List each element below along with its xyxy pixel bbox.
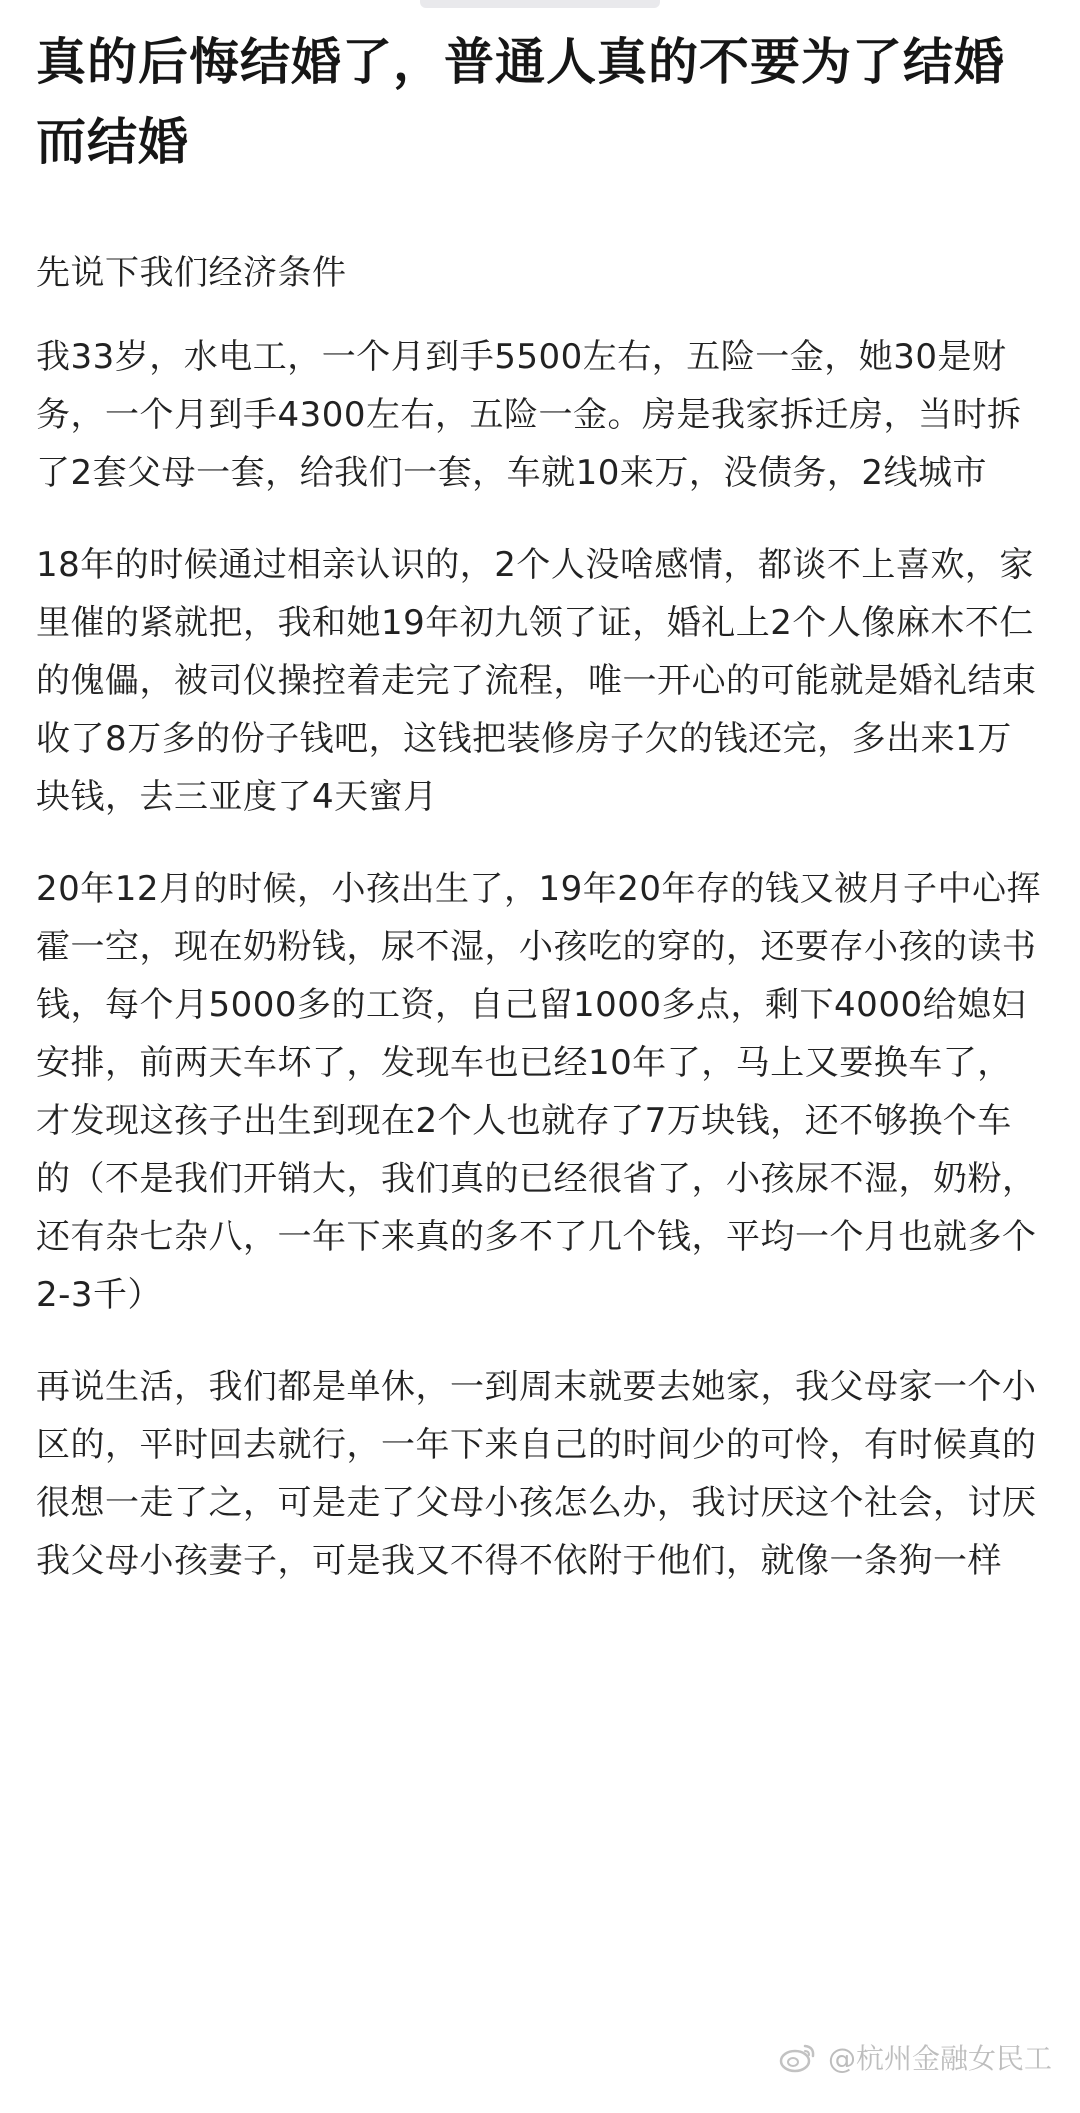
post-paragraph-0: 先说下我们经济条件	[36, 253, 347, 293]
post-paragraph-4: 再说生活，我们都是单休，一到周末就要去她家，我父母家一个小区的，平时回去就行，一年下来自己的时间少的可怜，有时候真的很想一走了之，可是走了父母小孩怎么办，我讨厌这个社会，讨厌我父母小孩妻子，可是我又不得不依附于他们，就像一条狗一样	[36, 1367, 1037, 1581]
post-paragraph-1: 我33岁，水电工，一个月到手5500左右，五险一金，她30是财务，一个月到手4300左右，五险一金。房是我家拆迁房，当时拆了2套父母一套，给我们一套，车就10来万，没债务，2线城市	[36, 337, 1022, 493]
watermark-text: @杭州金融女民工	[827, 2042, 1052, 2075]
post-title: 真的后悔结婚了，普通人真的不要为了结婚而结婚	[36, 33, 1005, 171]
post-paragraph-2: 18年的时候通过相亲认识的，2个人没啥感情，都谈不上喜欢，家里催的紧就把，我和她19年初九领了证，婚礼上2个人像麻木不仁的傀儡，被司仪操控着走完了流程，唯一开心的可能就是婚礼结束收了8万多的份子钱吧，这钱把装修房子欠的钱还完，多出来1万块钱，去三亚度了4天蜜月	[36, 545, 1037, 817]
top-indicator	[420, 0, 660, 8]
post-article	[36, 22, 1044, 1590]
weibo-icon	[778, 2041, 818, 2073]
watermark	[778, 2037, 1052, 2077]
post-paragraph-3: 20年12月的时候，小孩出生了，19年20年存的钱又被月子中心挥霍一空，现在奶粉钱，尿不湿，小孩吃的穿的，还要存小孩的读书钱，每个月5000多的工资，自己留1000多点，剩下4000给媳妇安排，前两天车坏了，发现车也已经10年了，马上又要换车了，才发现这孩子出生到现在2个人也就存了7万块钱，还不够换个车的（不是我们开销大，我们真的已经很省了，小孩尿不湿，奶粉，还有杂七杂八，一年下来真的多不了几个钱，平均一个月也就多个2-3千）	[36, 869, 1042, 1315]
